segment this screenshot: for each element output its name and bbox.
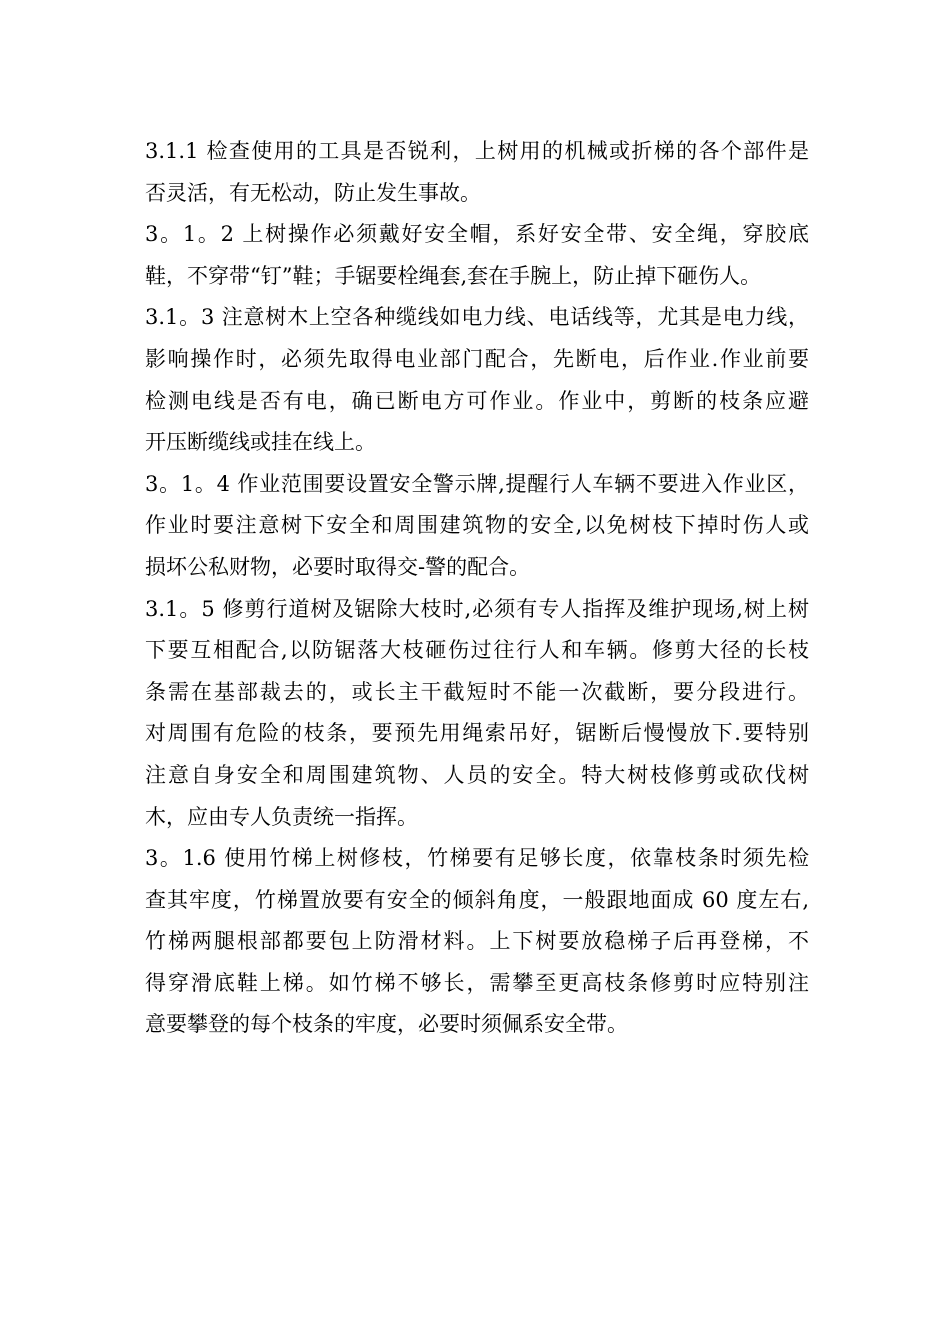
- paragraph-3-1-5: [145, 589, 809, 839]
- text-line: 3.1.1 检查使用的工具是否锐利，上树用的机械或折梯的各个部件是: [145, 139, 809, 163]
- text-line: 3。1。4 作业范围要设置安全警示牌,提醒行人车辆不要进入作业区，: [145, 471, 809, 496]
- text-line: 查其牢度，竹梯置放要有安全的倾斜角度，一般跟地面成 60 度左右,: [145, 887, 809, 912]
- text-line: 注意自身安全和周围建筑物、人员的安全。特大树枝修剪或砍伐树: [145, 762, 809, 787]
- text-line: 得穿滑底鞋上梯。如竹梯不够长，需攀至更高枝条修剪时应特别注: [145, 970, 809, 995]
- paragraph-3-1-1: [145, 131, 809, 214]
- text-line: 否灵活，有无松动，防止发生事故。: [145, 180, 481, 205]
- paragraph-3-1-6: [145, 838, 809, 1046]
- text-line: 意要攀登的每个枝条的牢度，必要时须佩系安全带。: [145, 1012, 628, 1037]
- document-body: [145, 131, 809, 1046]
- text-line: 木，应由专人负责统一指挥。: [145, 804, 418, 829]
- paragraph-3-1-3: [145, 297, 809, 463]
- text-line: 3。1。2 上树操作必须戴好安全帽，系好安全带、安全绳，穿胶底: [145, 222, 809, 247]
- paragraph-3-1-4: [145, 464, 809, 589]
- text-line: 3.1。3 注意树木上空各种缆线如电力线、电话线等，尤其是电力线，: [145, 305, 809, 330]
- text-line: 条需在基部裁去的，或长主干截短时不能一次截断，要分段进行。: [145, 679, 809, 704]
- text-line: 鞋，不穿带“钉”鞋；手锯要栓绳套,套在手腕上，防止掉下砸伤人。: [145, 263, 762, 288]
- text-line: 开压断缆线或挂在线上。: [145, 430, 376, 455]
- text-line: 下要互相配合,以防锯落大枝砸伤过往行人和车辆。修剪大径的长枝: [145, 638, 809, 663]
- text-line: 影响操作时，必须先取得电业部门配合，先断电，后作业.作业前要: [145, 346, 809, 371]
- text-line: 对周围有危险的枝条，要预先用绳索吊好，锯断后慢慢放下.要特别: [145, 721, 809, 746]
- text-line: 检测电线是否有电，确已断电方可作业。作业中，剪断的枝条应避: [145, 388, 809, 413]
- text-line: 损坏公私财物，必要时取得交-警的配合。: [145, 554, 531, 579]
- text-line: 作业时要注意树下安全和周围建筑物的安全,以免树枝下掉时伤人或: [145, 513, 809, 538]
- text-line: 3.1。5 修剪行道树及锯除大枝时,必须有专人指挥及维护现场,树上树: [145, 596, 809, 621]
- text-line: 竹梯两腿根部都要包上防滑材料。上下树要放稳梯子后再登梯，不: [145, 929, 809, 954]
- paragraph-3-1-2: [145, 214, 809, 297]
- text-line: 3。1.6 使用竹梯上树修枝，竹梯要有足够长度，依靠枝条时须先检: [145, 846, 809, 871]
